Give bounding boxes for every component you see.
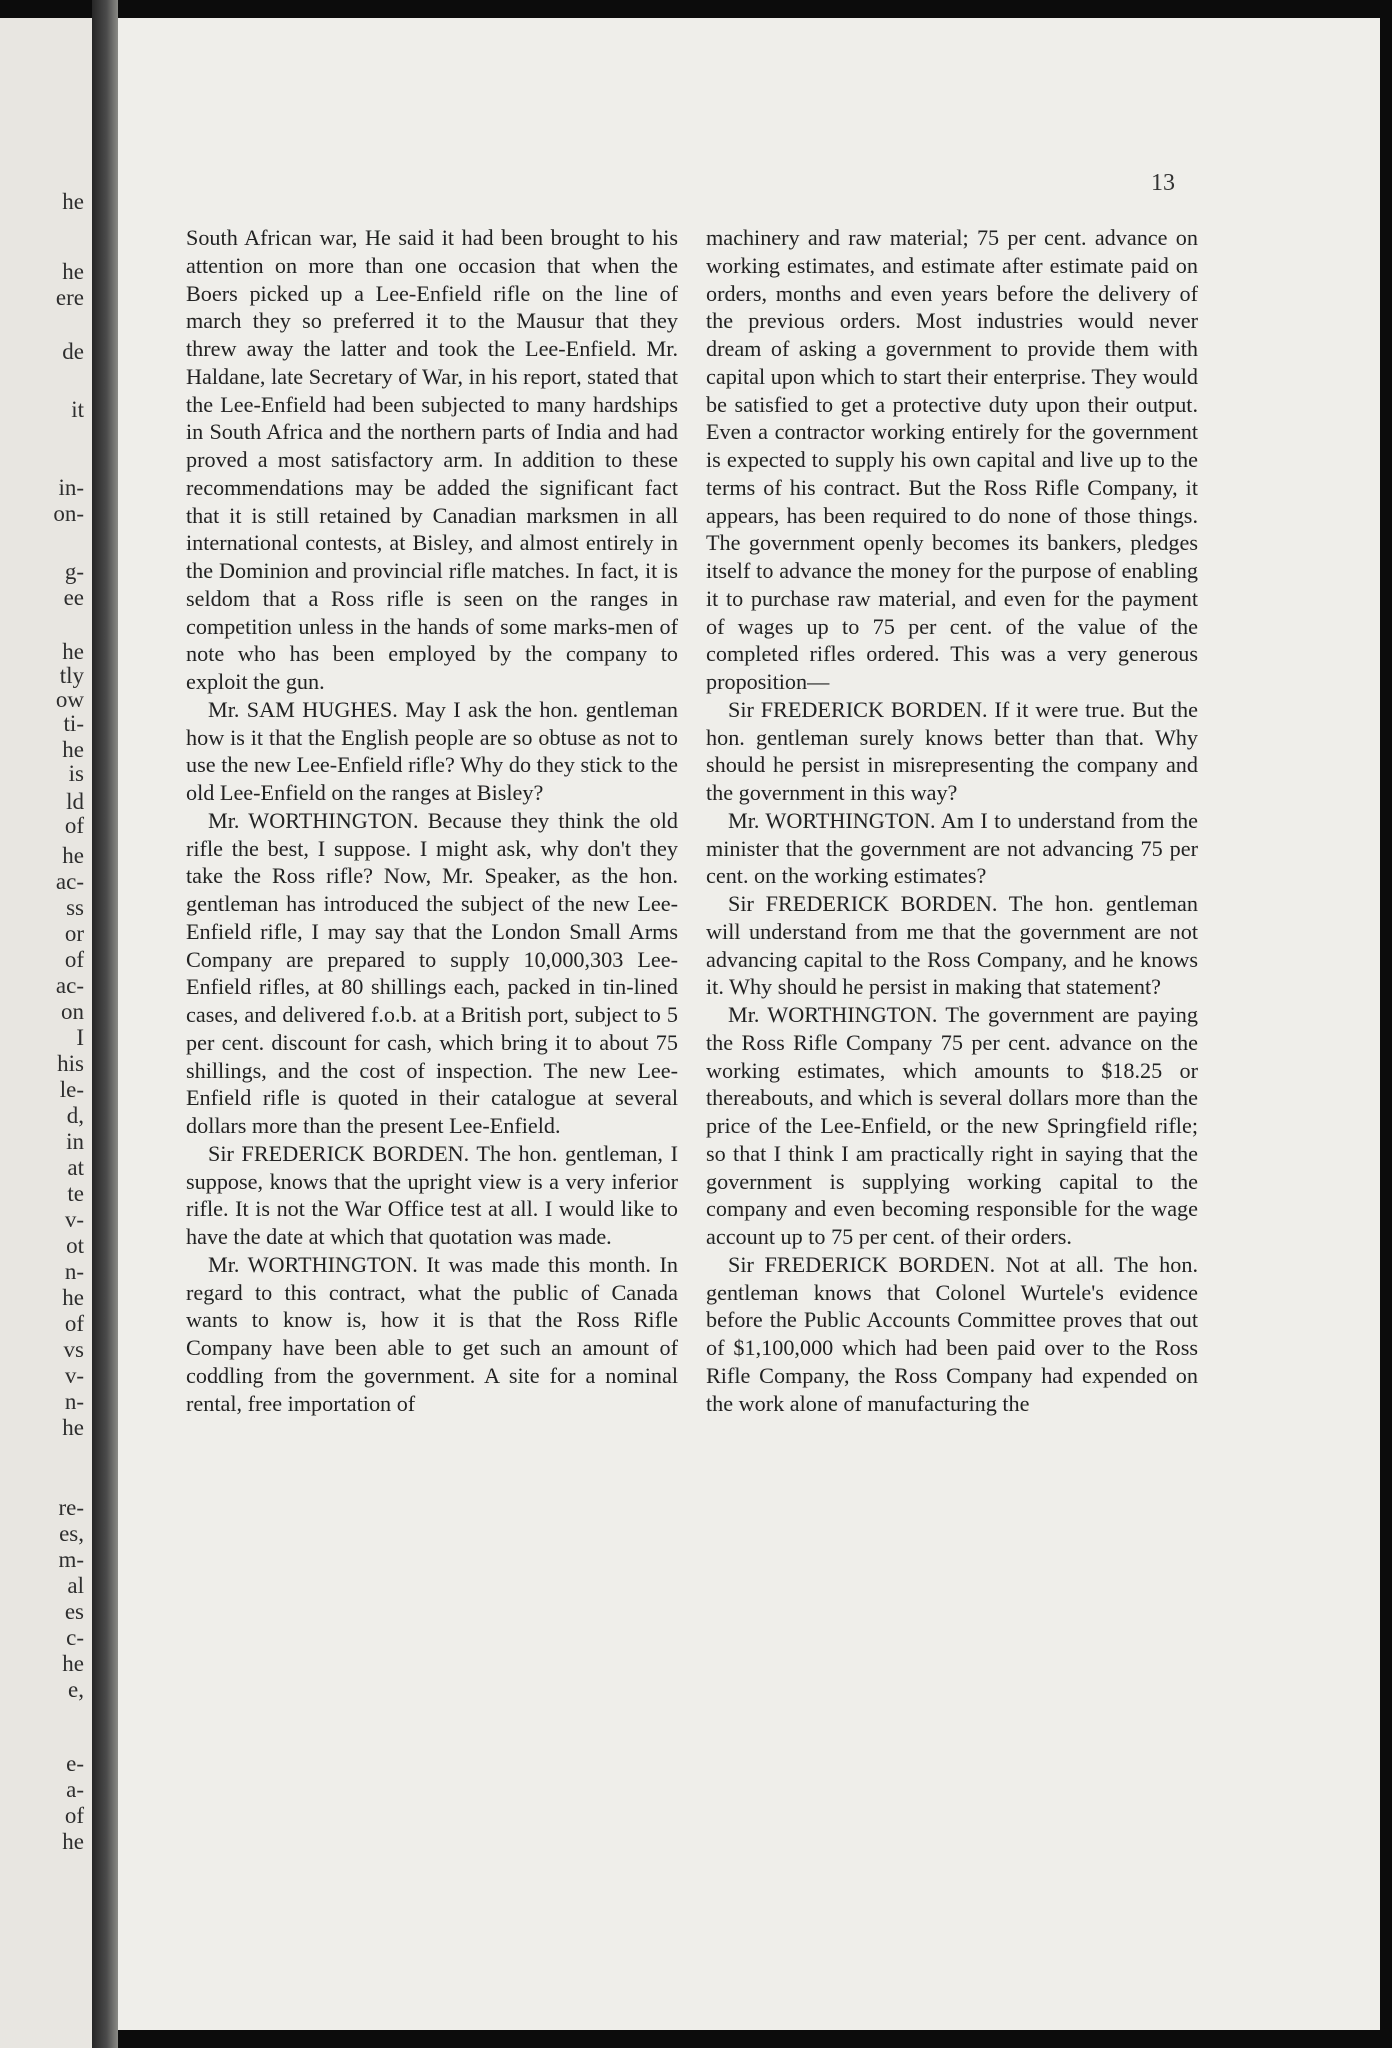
- paragraph: Mr. WORTHINGTON. The government are paying the Ross Rifle Company 75 per cent. advance on the working estimates, which amounts to $18.25 or thereabouts, and which is several dollars more than the price of the Lee-Enfield, or the new Springfield rifle; so that I think I am practically right in saying that the government is supplying working capital to the company and even becoming responsible for the wage account up to 75 per cent. of their orders.: [706, 1002, 1198, 1249]
- left-page-fragment: ss: [66, 895, 84, 920]
- left-page-fragment: c-: [66, 1625, 84, 1650]
- left-page-fragment: in: [66, 1129, 84, 1154]
- left-page-fragment: in-: [58, 475, 84, 500]
- left-page-fragment: his: [57, 1051, 84, 1076]
- left-page-fragment: de: [62, 339, 84, 364]
- paragraph: Sir FREDERICK BORDEN. If it were true. But the hon. gentleman surely knows better than that. Why should he persist in misrepresenting the company and the government in this way?: [706, 696, 1198, 805]
- left-page-fragment: le-: [59, 1077, 84, 1102]
- left-page-fragment: a-: [66, 1777, 84, 1802]
- left-page-fragment: ac-: [55, 973, 84, 998]
- adjacent-left-page: [0, 18, 92, 2048]
- left-column: [186, 224, 678, 1417]
- left-page-fragment: te: [67, 1181, 84, 1206]
- left-page-fragment: v-: [64, 1363, 84, 1388]
- left-page-fragment: he: [62, 189, 84, 214]
- left-page-fragment: e-: [66, 1751, 84, 1776]
- left-page-fragment: es: [64, 1599, 84, 1624]
- left-page-fragment: he: [62, 843, 84, 868]
- left-page-fragment: is: [68, 761, 84, 786]
- left-page-fragment: ow: [55, 687, 84, 712]
- left-page-fragment: he: [62, 1285, 84, 1310]
- left-page-fragment: on-: [53, 501, 84, 526]
- paragraph: South African war, He said it had been brought to his attention on more than one occasion that when the Boers picked up a Lee-Enfield rifle on the line of march they so preferred it to the Mausur that they threw away the latter and took the Lee-Enfield. Mr. Haldane, late Secretary of War, in his report, stated that the Lee-Enfield had been subjected to many hardships in South Africa and the northern parts of India and had proved a most satisfactory arm. In addition to these recommendations may be added the significant fact that it is still retained by Canadian marksmen in all international contests, at Bisley, and almost entirely in the Dominion and provincial rifle matches. In fact, it is seldom that a Ross rifle is seen on the ranges in competition unless in the hands of some marks-men of note who has been employed by the company to exploit the gun.: [186, 225, 678, 694]
- left-page-fragment: he: [62, 1415, 84, 1440]
- left-page-fragment: ti-: [63, 711, 84, 736]
- left-page-fragment: ot: [66, 1233, 84, 1258]
- left-page-fragment: e,: [68, 1677, 84, 1702]
- paragraph: machinery and raw material; 75 per cent. advance on working estimates, and estimate after estimate paid on orders, months and even years before the delivery of the previous orders. Most industries would never dream of asking a government to provide them with capital upon which to start their enterprise. They would be satisfied to get a protective duty upon their output. Even a contractor working entirely for the government is expected to supply his own capital and live up to the terms of his contract. But the Ross Rifle Company, it appears, has been required to do none of those things. The government openly becomes its bankers, pledges itself to advance the money for the purpose of enabling it to purchase raw material, and even for the payment of wages up to 75 per cent. of the value of the completed rifles ordered. This was a very generous proposition—: [706, 225, 1198, 694]
- paragraph: Mr. SAM HUGHES. May I ask the hon. gentleman how is it that the English people are so obtuse as not to use the new Lee-Enfield rifle? Why do they stick to the old Lee-Enfield on the ranges at Bisley?: [186, 696, 678, 805]
- left-page-fragment: I: [76, 1025, 84, 1050]
- left-page-fragment: m-: [58, 1547, 84, 1572]
- left-page-fragment: it: [71, 397, 84, 422]
- left-page-fragment: he: [62, 639, 84, 664]
- document-page: [118, 18, 1380, 2030]
- left-page-fragment: he: [62, 1829, 84, 1854]
- left-page-fragment: v-: [64, 1207, 84, 1232]
- left-page-fragment: he: [62, 737, 84, 762]
- left-page-fragment: he: [62, 1651, 84, 1676]
- left-page-fragment: ld: [66, 789, 84, 814]
- paragraph: Mr. WORTHINGTON. Am I to understand from the minister that the government are not advancing 75 per cent. on the working estimates?: [706, 807, 1198, 889]
- left-page-fragment: on: [61, 999, 84, 1024]
- paragraph: Sir FREDERICK BORDEN. Not at all. The hon. gentleman knows that Colonel Wurtele's evidence before the Public Accounts Committee proves that out of $1,100,000 which had been paid over to the Ross Rifle Company, the Ross Company had expended on the work alone of manufacturing the: [706, 1251, 1198, 1416]
- left-page-fragment: ere: [55, 285, 84, 310]
- left-page-fragment: tly: [59, 663, 84, 688]
- left-page-fragment: n-: [64, 1259, 84, 1284]
- right-column: [706, 224, 1198, 1417]
- left-page-fragment: al: [67, 1573, 84, 1598]
- left-page-fragment: he: [62, 259, 84, 284]
- left-page-fragment: ac-: [55, 869, 84, 894]
- left-page-fragment: ee: [63, 585, 84, 610]
- left-page-fragment: or: [64, 921, 84, 946]
- paragraph: Sir FREDERICK BORDEN. The hon. gentleman, I suppose, knows that the upright view is a very inferior rifle. It is not the War Office test at all. I would like to have the date at which that quotation was made.: [186, 1140, 678, 1249]
- scan-border: [1380, 0, 1392, 2048]
- paragraph: Mr. WORTHINGTON. It was made this month. In regard to this contract, what the public of Canada wants to know is, how it is that the Ross Rifle Company have been able to get such an amount of coddling from the government. A site for a nominal rental, free importation of: [186, 1251, 678, 1416]
- left-page-fragment: d,: [66, 1103, 84, 1128]
- left-page-fragment: vs: [63, 1337, 84, 1362]
- left-page-fragment: at: [67, 1155, 84, 1180]
- left-page-fragment: of: [64, 1803, 84, 1828]
- paragraph: Mr. WORTHINGTON. Because they think the old rifle the best, I suppose. I might ask, why don't they take the Ross rifle? Now, Mr. Speaker, as the hon. gentleman has introduced the subject of the new Lee-Enfield rifle, I may say that the London Small Arms Company are prepared to supply 10,000,303 Lee-Enfield rifles, at 80 shillings each, packed in tin-lined cases, and delivered f.o.b. at a British port, subject to 5 per cent. discount for cash, which bring it to about 75 shillings, and the cost of inspection. The new Lee-Enfield rifle is quoted in their catalogue at several dollars more than the present Lee-Enfield.: [186, 807, 678, 1138]
- book-gutter: [92, 0, 118, 2048]
- left-page-fragment: of: [64, 1311, 84, 1336]
- page-number: 13: [1151, 170, 1175, 196]
- paragraph: Sir FREDERICK BORDEN. The hon. gentleman will understand from me that the government are not advancing capital to the Ross Company, and he knows it. Why should he persist in making that statement?: [706, 891, 1198, 1000]
- left-page-fragment: es,: [59, 1521, 84, 1546]
- left-page-fragment: g-: [64, 559, 84, 584]
- left-page-fragment: of: [64, 947, 84, 972]
- left-page-fragment: re-: [58, 1495, 84, 1520]
- left-page-fragment: of: [64, 813, 84, 838]
- left-page-fragment: n-: [64, 1389, 84, 1414]
